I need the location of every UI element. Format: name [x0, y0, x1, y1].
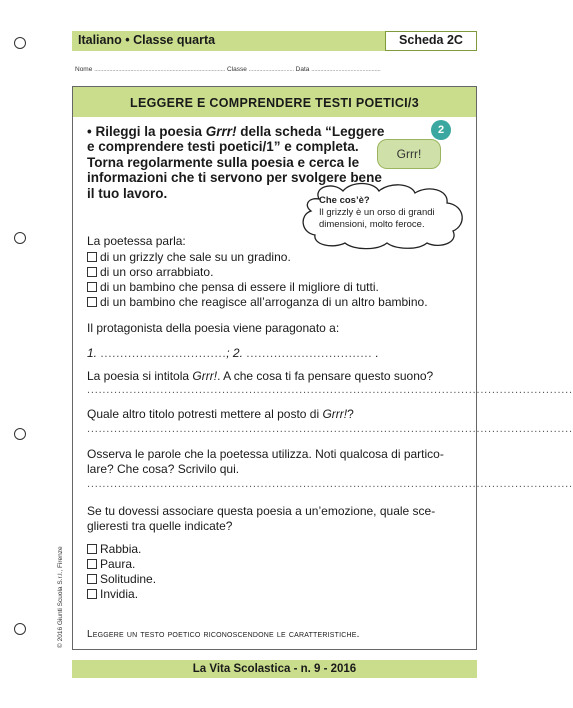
- cloud-text: [319, 195, 459, 232]
- binder-hole-3: [14, 428, 26, 440]
- q3-answer-line[interactable]: ..............................................................................................................................: [87, 384, 573, 396]
- checkbox[interactable]: [87, 559, 97, 569]
- binder-hole-1: [14, 37, 26, 49]
- header-bar: [72, 31, 477, 51]
- binder-hole-2: [14, 232, 26, 244]
- q1-prompt: La poetessa parla:: [87, 234, 186, 248]
- worksheet-frame: [72, 86, 573, 650]
- poem-title-box: Grrr!: [377, 139, 441, 169]
- subject-title: Italiano • Classe quarta: [78, 33, 216, 47]
- checkbox[interactable]: [87, 282, 97, 292]
- class-label: Classe: [226, 66, 247, 73]
- copyright-note: © 2016 Giunti Scuola S.r.l., Firenze: [57, 546, 64, 648]
- instruction-text: • Rileggi la poesia Grrr! della scheda “Leggere e comprendere testi poetici/1” e completa. Torna regolarmente sulla poesia e cerca le informazioni che ti servono per svolgere bene il tuo lavoro.: [87, 124, 385, 201]
- learning-objective: Leggere un testo poetico riconoscendone le caratteristiche.: [87, 629, 360, 640]
- name-field[interactable]: .......................................................................................: [94, 66, 226, 73]
- q6-option-2[interactable]: Paura.: [87, 557, 135, 572]
- checkbox[interactable]: [87, 297, 97, 307]
- q6-option-3[interactable]: Solitudine.: [87, 572, 156, 587]
- q6-option-1[interactable]: Rabbia.: [87, 542, 141, 557]
- number-badge: 2: [431, 120, 451, 140]
- name-label: Nome: [75, 66, 93, 73]
- name-class-date-line: [75, 66, 477, 73]
- q5-prompt-line-1: Osserva le parole che la poetessa utilizza. Noti qualcosa di partico-: [87, 447, 444, 461]
- q1-option-1[interactable]: di un grizzly che sale su un gradino.: [87, 250, 291, 265]
- checkbox[interactable]: [87, 589, 97, 599]
- q1-option-4[interactable]: di un bambino che reagisce all’arroganza di un altro bambino.: [87, 295, 428, 310]
- q2-answer-line[interactable]: 1. ................................; 2. ................................ .: [87, 346, 379, 360]
- checkbox[interactable]: [87, 544, 97, 554]
- definition-cloud: [299, 183, 469, 249]
- q5-prompt-line-2: lare? Che cosa? Scrivilo qui.: [87, 462, 240, 476]
- date-field[interactable]: ..............................................: [311, 66, 381, 73]
- cloud-title: Che cos’è?: [319, 195, 370, 206]
- q2-prompt: Il protagonista della poesia viene paragonato a:: [87, 321, 340, 335]
- checkbox[interactable]: [87, 252, 97, 262]
- q4-prompt: Quale altro titolo potresti mettere al posto di Grrr!?: [87, 407, 354, 421]
- class-field[interactable]: ..............................: [248, 66, 294, 73]
- q5-answer-line[interactable]: ..............................................................................................................................: [87, 478, 573, 490]
- q1-option-2[interactable]: di un orso arrabbiato.: [87, 265, 213, 280]
- checkbox[interactable]: [87, 267, 97, 277]
- q6-option-4[interactable]: Invidia.: [87, 587, 138, 602]
- q3-prompt: La poesia si intitola Grrr!. A che cosa ti fa pensare questo suono?: [87, 369, 434, 383]
- worksheet-title: LEGGERE E COMPRENDERE TESTI POETICI/3: [130, 96, 419, 110]
- q6-prompt-line-1: Se tu dovessi associare questa poesia a un’emozione, quale sce-: [87, 504, 436, 518]
- q4-answer-line[interactable]: ..............................................................................................................................: [87, 423, 573, 435]
- q1-option-3[interactable]: di un bambino che pensa di essere il migliore di tutti.: [87, 280, 379, 295]
- cloud-definition: Il grizzly è un orso di grandi dimensioni, molto feroce.: [319, 207, 435, 231]
- binder-hole-4: [14, 623, 26, 635]
- date-label: Data: [295, 66, 310, 73]
- q6-prompt-line-2: glieresti tra quelle indicate?: [87, 519, 233, 533]
- sheet-label: Scheda 2C: [385, 31, 477, 51]
- footer-bar: La Vita Scolastica - n. 9 - 2016: [72, 660, 477, 678]
- checkbox[interactable]: [87, 574, 97, 584]
